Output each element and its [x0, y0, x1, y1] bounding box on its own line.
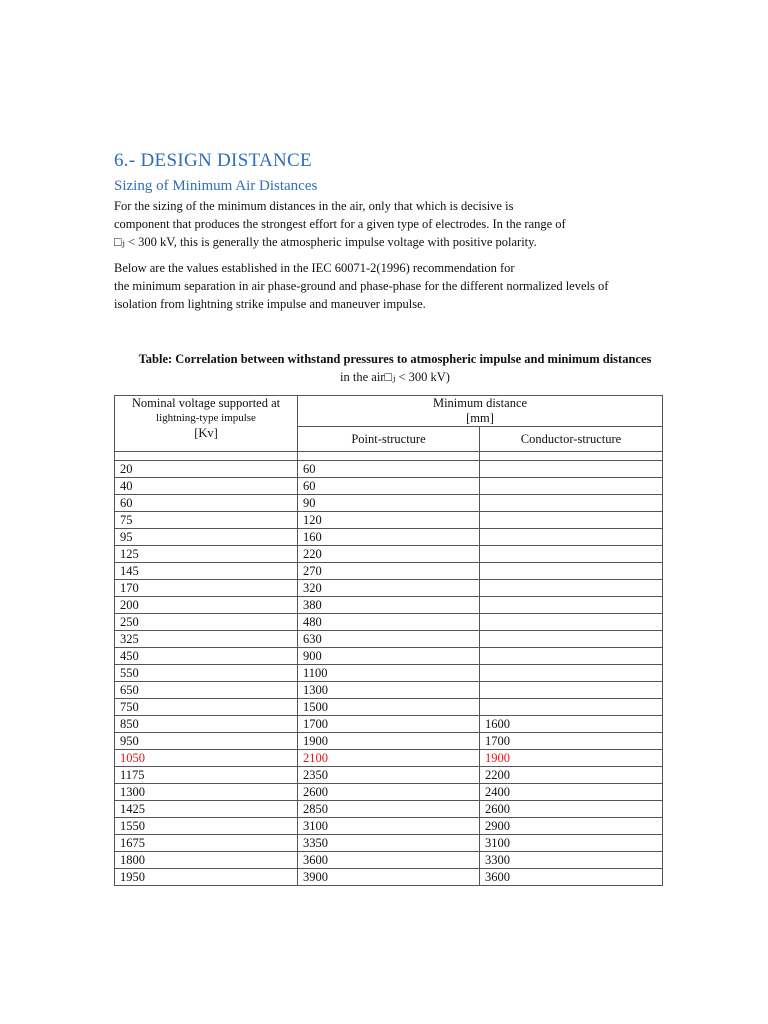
iec-line-2: the minimum separation in air phase-ground and phase-phase for the different normalized levels of: [114, 279, 609, 293]
conductor-structure-cell: 3600: [480, 869, 663, 886]
point-structure-cell: 120: [298, 512, 480, 529]
table-row: [115, 461, 663, 478]
point-structure-cell: 160: [298, 529, 480, 546]
table-row: [115, 546, 663, 563]
voltage-cell: 40: [115, 478, 298, 495]
conductor-structure-cell: [480, 699, 663, 716]
point-structure-cell: 270: [298, 563, 480, 580]
conductor-structure-cell: [480, 512, 663, 529]
distance-header-unit: [mm]: [466, 411, 494, 425]
table-row: [115, 699, 663, 716]
conductor-structure-cell: 2400: [480, 784, 663, 801]
conductor-structure-cell: [480, 580, 663, 597]
voltage-cell: 850: [115, 716, 298, 733]
point-structure-cell: 2850: [298, 801, 480, 818]
table-row: [115, 512, 663, 529]
voltage-header-line-1: Nominal voltage supported at: [131, 396, 281, 410]
voltage-cell: 325: [115, 631, 298, 648]
table-body: [115, 461, 663, 886]
conductor-structure-cell: 3100: [480, 835, 663, 852]
conductor-structure-cell: 2900: [480, 818, 663, 835]
conductor-structure-cell: [480, 614, 663, 631]
point-structure-cell: 1100: [298, 665, 480, 682]
conductor-structure-cell: 1900: [480, 750, 663, 767]
point-structure-header: Point-structure: [298, 427, 480, 452]
point-structure-cell: 1900: [298, 733, 480, 750]
intro-line-2: component that produces the strongest effort for a given type of electrodes. In the range of: [114, 217, 566, 231]
voltage-cell: 550: [115, 665, 298, 682]
voltage-cell: 200: [115, 597, 298, 614]
table-row: [115, 631, 663, 648]
spacer-cell: [480, 452, 663, 461]
voltage-cell: 1800: [115, 852, 298, 869]
point-structure-cell: 320: [298, 580, 480, 597]
voltage-cell: 1425: [115, 801, 298, 818]
iec-line-1: Below are the values established in the IEC 60071-2(1996) recommendation for: [114, 261, 515, 275]
distance-header-line-1: Minimum distance: [432, 396, 528, 410]
point-structure-cell: 2350: [298, 767, 480, 784]
point-structure-cell: 480: [298, 614, 480, 631]
conductor-structure-header: Conductor-structure: [480, 427, 663, 452]
section-heading: 6.- DESIGN DISTANCE: [114, 150, 312, 171]
point-structure-cell: 3600: [298, 852, 480, 869]
conductor-structure-cell: 1700: [480, 733, 663, 750]
voltage-cell: 125: [115, 546, 298, 563]
point-structure-cell: 3900: [298, 869, 480, 886]
voltage-header-line-2: lightning-type impulse: [156, 412, 256, 424]
table-spacer-row: [115, 452, 663, 461]
table-row: [115, 716, 663, 733]
conductor-structure-cell: [480, 461, 663, 478]
table-row: [115, 733, 663, 750]
intro-line-3: □ⱼ < 300 kV, this is generally the atmospheric impulse voltage with positive polarity.: [114, 235, 537, 249]
table-caption: [114, 350, 676, 386]
table-row: [115, 665, 663, 682]
table-row: [115, 835, 663, 852]
conductor-structure-cell: 2200: [480, 767, 663, 784]
conductor-structure-cell: [480, 597, 663, 614]
voltage-cell: 1300: [115, 784, 298, 801]
voltage-cell: 1950: [115, 869, 298, 886]
point-structure-cell: 3100: [298, 818, 480, 835]
intro-paragraph: [114, 197, 672, 251]
voltage-cell: 1550: [115, 818, 298, 835]
point-structure-cell: 2100: [298, 750, 480, 767]
iec-line-3: isolation from lightning strike impulse and maneuver impulse.: [114, 297, 426, 311]
point-structure-cell: 380: [298, 597, 480, 614]
conductor-structure-cell: [480, 631, 663, 648]
table-caption-title: Table: Correlation between withstand pressures to atmospheric impulse and minimum distances: [138, 352, 652, 366]
conductor-structure-cell: 2600: [480, 801, 663, 818]
table-row: [115, 478, 663, 495]
conductor-structure-cell: [480, 478, 663, 495]
conductor-structure-cell: 1600: [480, 716, 663, 733]
point-structure-cell: 60: [298, 461, 480, 478]
conductor-structure-cell: [480, 665, 663, 682]
voltage-cell: 1675: [115, 835, 298, 852]
spacer-cell: [115, 452, 298, 461]
voltage-cell: 20: [115, 461, 298, 478]
voltage-cell: 75: [115, 512, 298, 529]
point-structure-cell: 3350: [298, 835, 480, 852]
voltage-cell: 250: [115, 614, 298, 631]
point-structure-cell: 1500: [298, 699, 480, 716]
conductor-structure-cell: [480, 563, 663, 580]
intro-line-1: For the sizing of the minimum distances in the air, only that which is decisive is: [114, 199, 514, 213]
table-row: [115, 580, 663, 597]
voltage-cell: 650: [115, 682, 298, 699]
table-row: [115, 614, 663, 631]
section-subheading: Sizing of Minimum Air Distances: [114, 178, 318, 194]
conductor-structure-cell: [480, 648, 663, 665]
point-structure-cell: 90: [298, 495, 480, 512]
point-structure-cell: 1300: [298, 682, 480, 699]
voltage-cell: 1175: [115, 767, 298, 784]
voltage-cell: 450: [115, 648, 298, 665]
voltage-cell: 170: [115, 580, 298, 597]
table-row: [115, 801, 663, 818]
distance-column-header: [298, 396, 663, 427]
voltage-header-unit: [Kv]: [194, 426, 218, 440]
iec-paragraph: [114, 259, 672, 313]
table-caption-subtitle: in the air□ⱼ < 300 kV): [340, 370, 450, 384]
table-row: [115, 869, 663, 886]
point-structure-cell: 900: [298, 648, 480, 665]
table-row: [115, 784, 663, 801]
table-row: [115, 648, 663, 665]
conductor-structure-cell: 3300: [480, 852, 663, 869]
voltage-column-header: [115, 396, 298, 452]
voltage-cell: 750: [115, 699, 298, 716]
voltage-cell: 95: [115, 529, 298, 546]
table-row: [115, 767, 663, 784]
conductor-structure-cell: [480, 546, 663, 563]
table-row: [115, 818, 663, 835]
voltage-cell: 60: [115, 495, 298, 512]
point-structure-cell: 60: [298, 478, 480, 495]
table-row: [115, 597, 663, 614]
point-structure-cell: 630: [298, 631, 480, 648]
table-row: [115, 563, 663, 580]
voltage-cell: 145: [115, 563, 298, 580]
table-row: [115, 750, 663, 767]
table-row: [115, 529, 663, 546]
point-structure-cell: 220: [298, 546, 480, 563]
table-row: [115, 682, 663, 699]
voltage-cell: 1050: [115, 750, 298, 767]
conductor-structure-cell: [480, 529, 663, 546]
point-structure-cell: 2600: [298, 784, 480, 801]
voltage-cell: 950: [115, 733, 298, 750]
conductor-structure-cell: [480, 495, 663, 512]
table-row: [115, 495, 663, 512]
distance-table: [114, 395, 663, 886]
conductor-structure-cell: [480, 682, 663, 699]
point-structure-cell: 1700: [298, 716, 480, 733]
table-row: [115, 852, 663, 869]
spacer-cell: [298, 452, 480, 461]
